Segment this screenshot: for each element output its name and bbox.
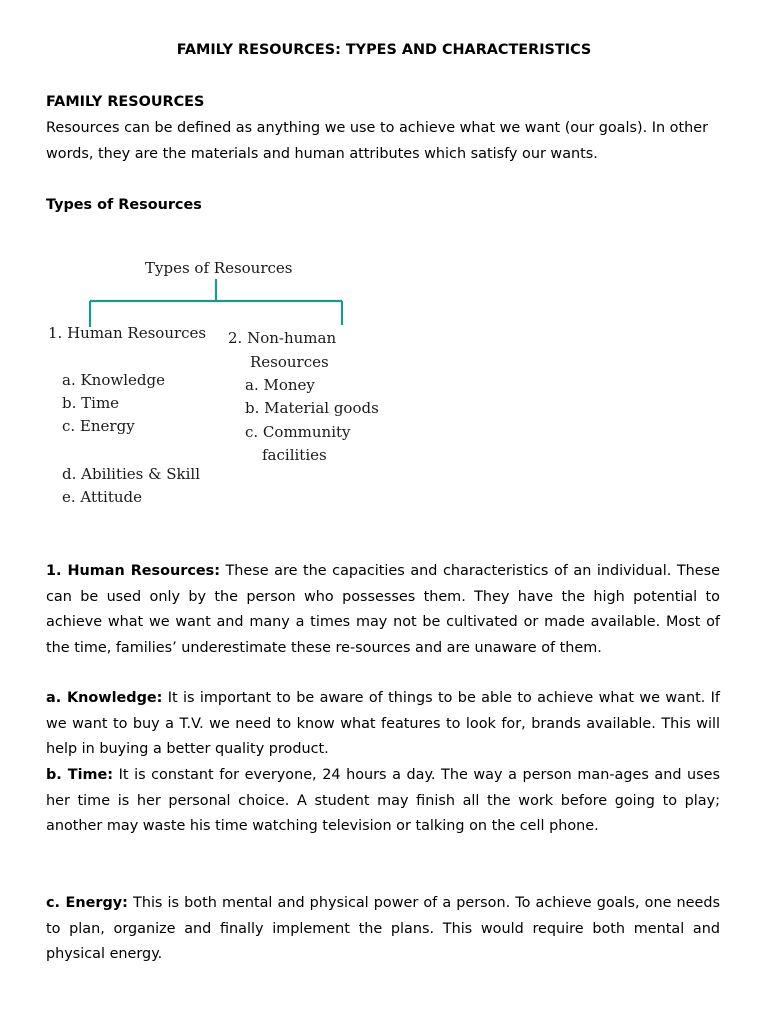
- family-resources-heading: FAMILY RESOURCES: [46, 94, 205, 110]
- time-paragraph: [46, 763, 720, 840]
- diagram-nonhuman-label: 2. Non-human: [228, 329, 337, 347]
- knowledge-label: a. Knowledge:: [46, 690, 163, 706]
- diagram-connector: [90, 279, 342, 327]
- family-resources-definition: Resources can be defined as anything we use to achieve what we want (our goals). In other words, they are the materials and human attributes which satisfy our wants.: [46, 120, 709, 162]
- human-resources-label: 1. Human Resources:: [46, 563, 220, 579]
- energy-label: c. Energy:: [46, 895, 128, 911]
- diagram-nonhuman-item: a. Money: [245, 376, 315, 394]
- types-of-resources-diagram: [40, 250, 400, 520]
- diagram-nonhuman-item: b. Material goods: [245, 399, 379, 417]
- energy-paragraph: [46, 891, 720, 968]
- diagram-nonhuman-label: Resources: [250, 353, 329, 371]
- time-text: It is constant for everyone, 24 hours a day. The way a person man-ages and uses her time is her personal choice. A student may finish all the work before going to play; another may waste his time watching television or talking on the cell phone.: [46, 767, 720, 834]
- diagram-root-label: Types of Resources: [145, 259, 293, 277]
- diagram-human-item: c. Energy: [62, 417, 135, 435]
- diagram-human-item: b. Time: [62, 394, 120, 412]
- human-resources-text: These are the capacities and characteristics of an individual. These can be used only by the person who possesses them. They have the high potential to achieve what we want and many a times may not be cultivated or made available. Most of the time, families’ underestimate these re-sources and are unaware of them.: [46, 563, 720, 656]
- document-title: FAMILY RESOURCES: TYPES AND CHARACTERISTICS: [176, 42, 592, 58]
- knowledge-text: It is important to be aware of things to be able to achieve what we want. If we want to buy a T.V. we need to know what features to look for, brands available. This will help in buying a better quality product.: [46, 690, 720, 757]
- time-label: b. Time:: [46, 767, 114, 783]
- diagram-nonhuman-item: c. Community: [245, 423, 351, 441]
- diagram-human-item: d. Abilities & Skill: [62, 465, 201, 483]
- diagram-human-label: 1. Human Resources: [48, 324, 207, 342]
- diagram-human-item: a. Knowledge: [62, 371, 165, 389]
- diagram-human-item: e. Attitude: [62, 488, 143, 506]
- diagram-nonhuman-item: facilities: [262, 446, 327, 464]
- human-resources-paragraph: [46, 559, 720, 661]
- knowledge-paragraph: [46, 686, 720, 763]
- types-of-resources-heading: Types of Resources: [46, 197, 202, 213]
- energy-text: This is both mental and physical power of a person. To achieve goals, one needs to plan, organize and finally implement the plans. This would require both mental and physical energy.: [46, 895, 720, 962]
